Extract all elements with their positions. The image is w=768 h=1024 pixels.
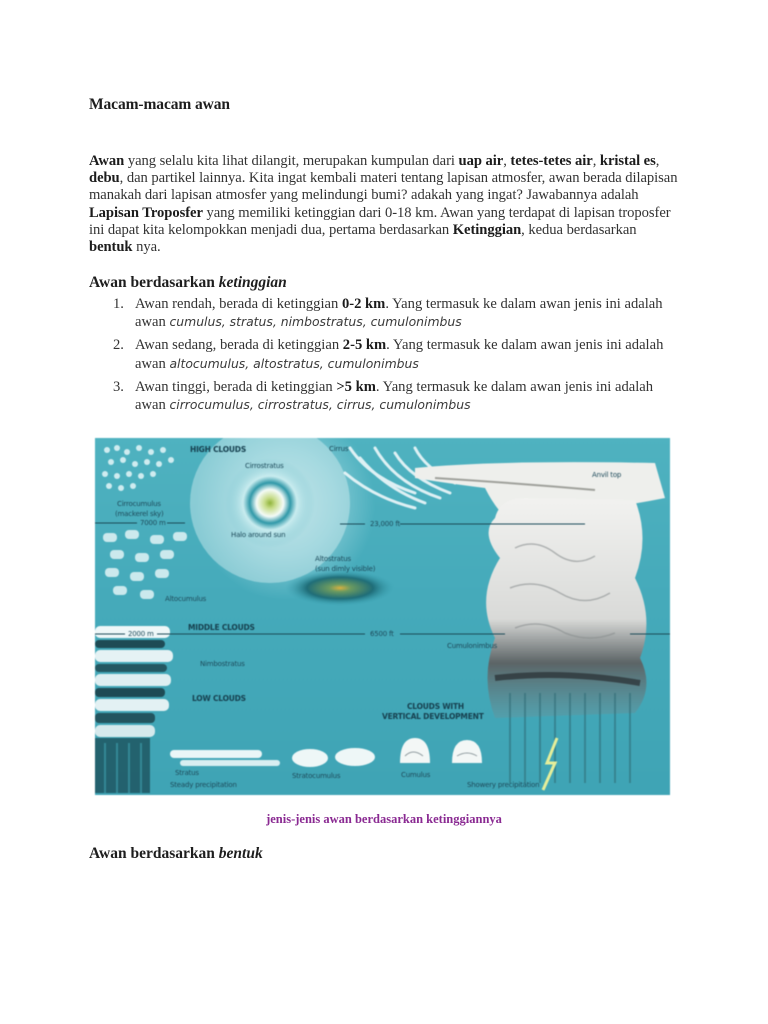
label-middle-clouds: MIDDLE CLOUDS — [188, 623, 255, 632]
label-high-clouds: HIGH CLOUDS — [190, 445, 247, 454]
intro-seg-2: uap air — [458, 153, 504, 169]
intro-seg-10: Lapisan Troposfer — [89, 204, 203, 221]
intro-seg-3: , — [503, 153, 511, 169]
label-vertical-development: VERTICAL DEVELOPMENT — [382, 712, 484, 721]
list-lead: Awan tinggi, berada di ketinggian — [135, 378, 337, 395]
label-altostratus: Altostratus — [315, 555, 351, 563]
figure-caption: jenis-jenis awan berdasarkan ketinggiannya — [266, 812, 502, 826]
intro-seg-5: , — [592, 153, 600, 169]
intro-seg-11: yang memiliki ketinggian dari 0-18 km. Awan yang terdapat di lapisan troposfer ini dapat kita kelompokkan menjadi dua, pertama berdasarkan — [89, 204, 671, 238]
list-range: >5 km — [336, 378, 376, 395]
heading-prefix: Awan berdasarkan — [89, 274, 219, 291]
list-number: 2. — [113, 337, 124, 354]
intro-seg-14: bentuk — [89, 239, 133, 256]
cloud-types-illustration — [95, 438, 670, 795]
list-types: altocumulus, altostratus, cumulonimbus — [169, 355, 419, 371]
label-cirrus: Cirrus — [329, 445, 349, 453]
list-range: 0-2 km — [341, 296, 386, 312]
list-number: 1. — [113, 296, 124, 312]
intro-seg-7: , — [655, 153, 660, 169]
label-showery-precipitation: Showery precipitation — [467, 781, 540, 789]
label-23000ft: 23,000 ft — [370, 520, 401, 528]
section-heading-bentuk — [89, 845, 263, 863]
list-types: cumulus, stratus, nimbostratus, cumulonimbus — [169, 314, 462, 330]
label-stratus: Stratus — [175, 769, 199, 777]
intro-seg-12: Ketinggian — [452, 221, 522, 238]
label-clouds-with: CLOUDS WITH — [407, 702, 464, 711]
intro-seg-6: kristal es — [599, 153, 656, 169]
heading-italic: bentuk — [218, 845, 263, 862]
label-stratocumulus: Stratocumulus — [292, 772, 341, 780]
heading-prefix: Awan berdasarkan — [89, 845, 219, 862]
list-mid: . Yang termasuk ke dalam awan jenis ini adalah awan — [135, 378, 654, 414]
intro-seg-13: , kedua berdasarkan — [521, 221, 637, 238]
list-item — [113, 337, 683, 372]
list-types: cirrocumulus, cirrostratus, cirrus, cumulonimbus — [169, 397, 471, 413]
intro-seg-0: Awan — [89, 153, 125, 169]
list-mid: . Yang termasuk ke dalam awan jenis ini adalah awan — [135, 296, 663, 331]
intro-paragraph — [89, 153, 679, 256]
heading-italic: ketinggian — [218, 274, 287, 291]
label-cumulonimbus: Cumulonimbus — [447, 642, 498, 650]
section-heading-ketinggian — [89, 274, 287, 292]
label-7000m: 7000 m — [140, 519, 166, 527]
list-range: 2-5 km — [342, 337, 387, 354]
label-steady-precipitation: Steady precipitation — [170, 781, 237, 789]
list-lead: Awan sedang, berada di ketinggian — [135, 337, 343, 354]
label-low-clouds: LOW CLOUDS — [192, 694, 246, 703]
label-cumulus: Cumulus — [401, 771, 431, 779]
intro-seg-1: yang selalu kita lihat dilangit, merupakan kumpulan dari — [124, 153, 459, 169]
intro-seg-15: nya. — [132, 239, 161, 256]
label-anvil-top: Anvil top — [592, 471, 622, 479]
list-item — [113, 296, 683, 331]
list-item — [113, 379, 683, 414]
intro-seg-9: , dan partikel lainnya. Kita ingat kembali materi tentang lapisan atmosfer, awan berada dilapisan manakah dari lapisan atmosfer yang melindungi bumi? adakah yang ingat? Jawabannya adalah — [89, 170, 678, 204]
list-number: 3. — [113, 378, 124, 395]
label-2000m: 2000 m — [128, 630, 154, 638]
label-sun-dimly-visible: (sun dimly visible) — [315, 565, 376, 573]
label-altocumulus: Altocumulus — [165, 595, 207, 603]
cloud-illustration-art — [95, 438, 670, 795]
list-lead: Awan rendah, berada di ketinggian — [135, 296, 342, 312]
page-title: Macam-macam awan — [89, 96, 230, 113]
altitude-list — [113, 296, 683, 420]
label-mackerel-sky: (mackerel sky) — [115, 510, 164, 518]
list-mid: . Yang termasuk ke dalam awan jenis ini adalah awan — [135, 337, 664, 372]
intro-seg-4: tetes-tetes air — [510, 153, 593, 169]
label-6500ft: 6500 ft — [370, 630, 394, 638]
label-nimbostratus: Nimbostratus — [200, 660, 245, 668]
label-cirrocumulus: Cirrocumulus — [117, 500, 161, 508]
intro-seg-8: debu — [89, 170, 120, 187]
label-halo: Halo around sun — [231, 531, 286, 539]
label-cirrostratus: Cirrostratus — [245, 462, 284, 470]
